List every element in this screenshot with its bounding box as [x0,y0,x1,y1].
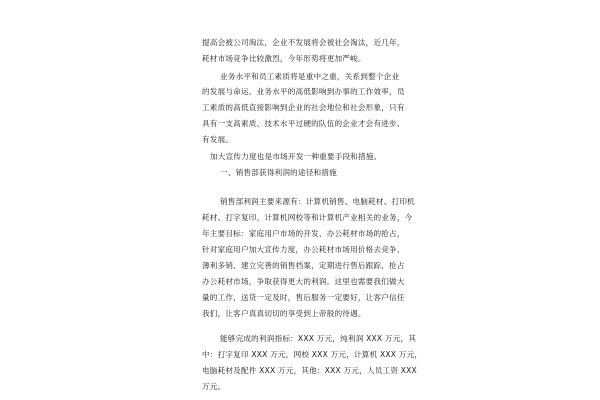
paragraph-line: 耗材、打字复印、计算机网校等和计算机产业相关的业务，今 [202,213,413,222]
paragraph-line: 薄利多销、建立完善的销售档案，定期进行售后跟踪，抢占 [202,261,405,270]
paragraph-line: 提高会被公司淘汰，企业不发展将会被社会淘汰，近几年， [202,38,405,47]
paragraph-line: 办公耗材市场，争取获得更大的利润。这里也需要我们做大 [202,277,405,286]
paragraph-line: 我们，让客户真真切切的享受到上帝般的待遇。 [202,309,366,318]
paragraph-line: 销售部利润主要来源有：计算机销售、电脑耗材、打印机 [220,197,415,206]
paragraph-line: 业务水平和员工素质将是重中之重，关系到整个企业 [220,72,400,81]
paragraph-line: 工素质的高低直接影响到企业的社会地位和社会形象，只有 [202,103,405,112]
paragraph-line: 针对家庭用户加大宣传力度，办公耗材市场用价格去竞争、 [202,245,405,254]
paragraph-line: 中：打字复印 XXX 万元，网校 XXX 万元，计算机 XXX 万元， [202,350,423,359]
paragraph-line: 有发展。 [202,135,234,144]
paragraph-line: 耗材市场竞争比较激烈，今年形势将更加严峻。 [202,54,366,63]
paragraph-line: 电脑耗材及配件 XXX 万元，其他：XXX 万元，人员工资 XXX [202,366,417,375]
paragraph-line: 具有一支高素质、技术水平过硬的队伍的企业才会有进步、 [202,119,405,128]
paragraph-line: 能够完成的利润指标：XXX 万元，纯利润 XXX 万元，其 [220,334,417,343]
paragraph-line: 万元。 [202,382,226,391]
paragraph-line: 的发展与命运。业务水平的高低影响到办事的工作效率，员 [202,87,405,96]
paragraph-line: 加大宣传力度也是市场开发一种重要手段和措施。 [210,152,382,161]
paragraph-line: 量的工作，送货一定及时，售后服务一定要好，让客户信任 [202,293,405,302]
section-heading: 一、销售部获得利润的途径和措施 [220,168,337,177]
paragraph-line: 年主要目标：家庭用户市场的开发、办公耗材市场的抢占， [202,229,405,238]
